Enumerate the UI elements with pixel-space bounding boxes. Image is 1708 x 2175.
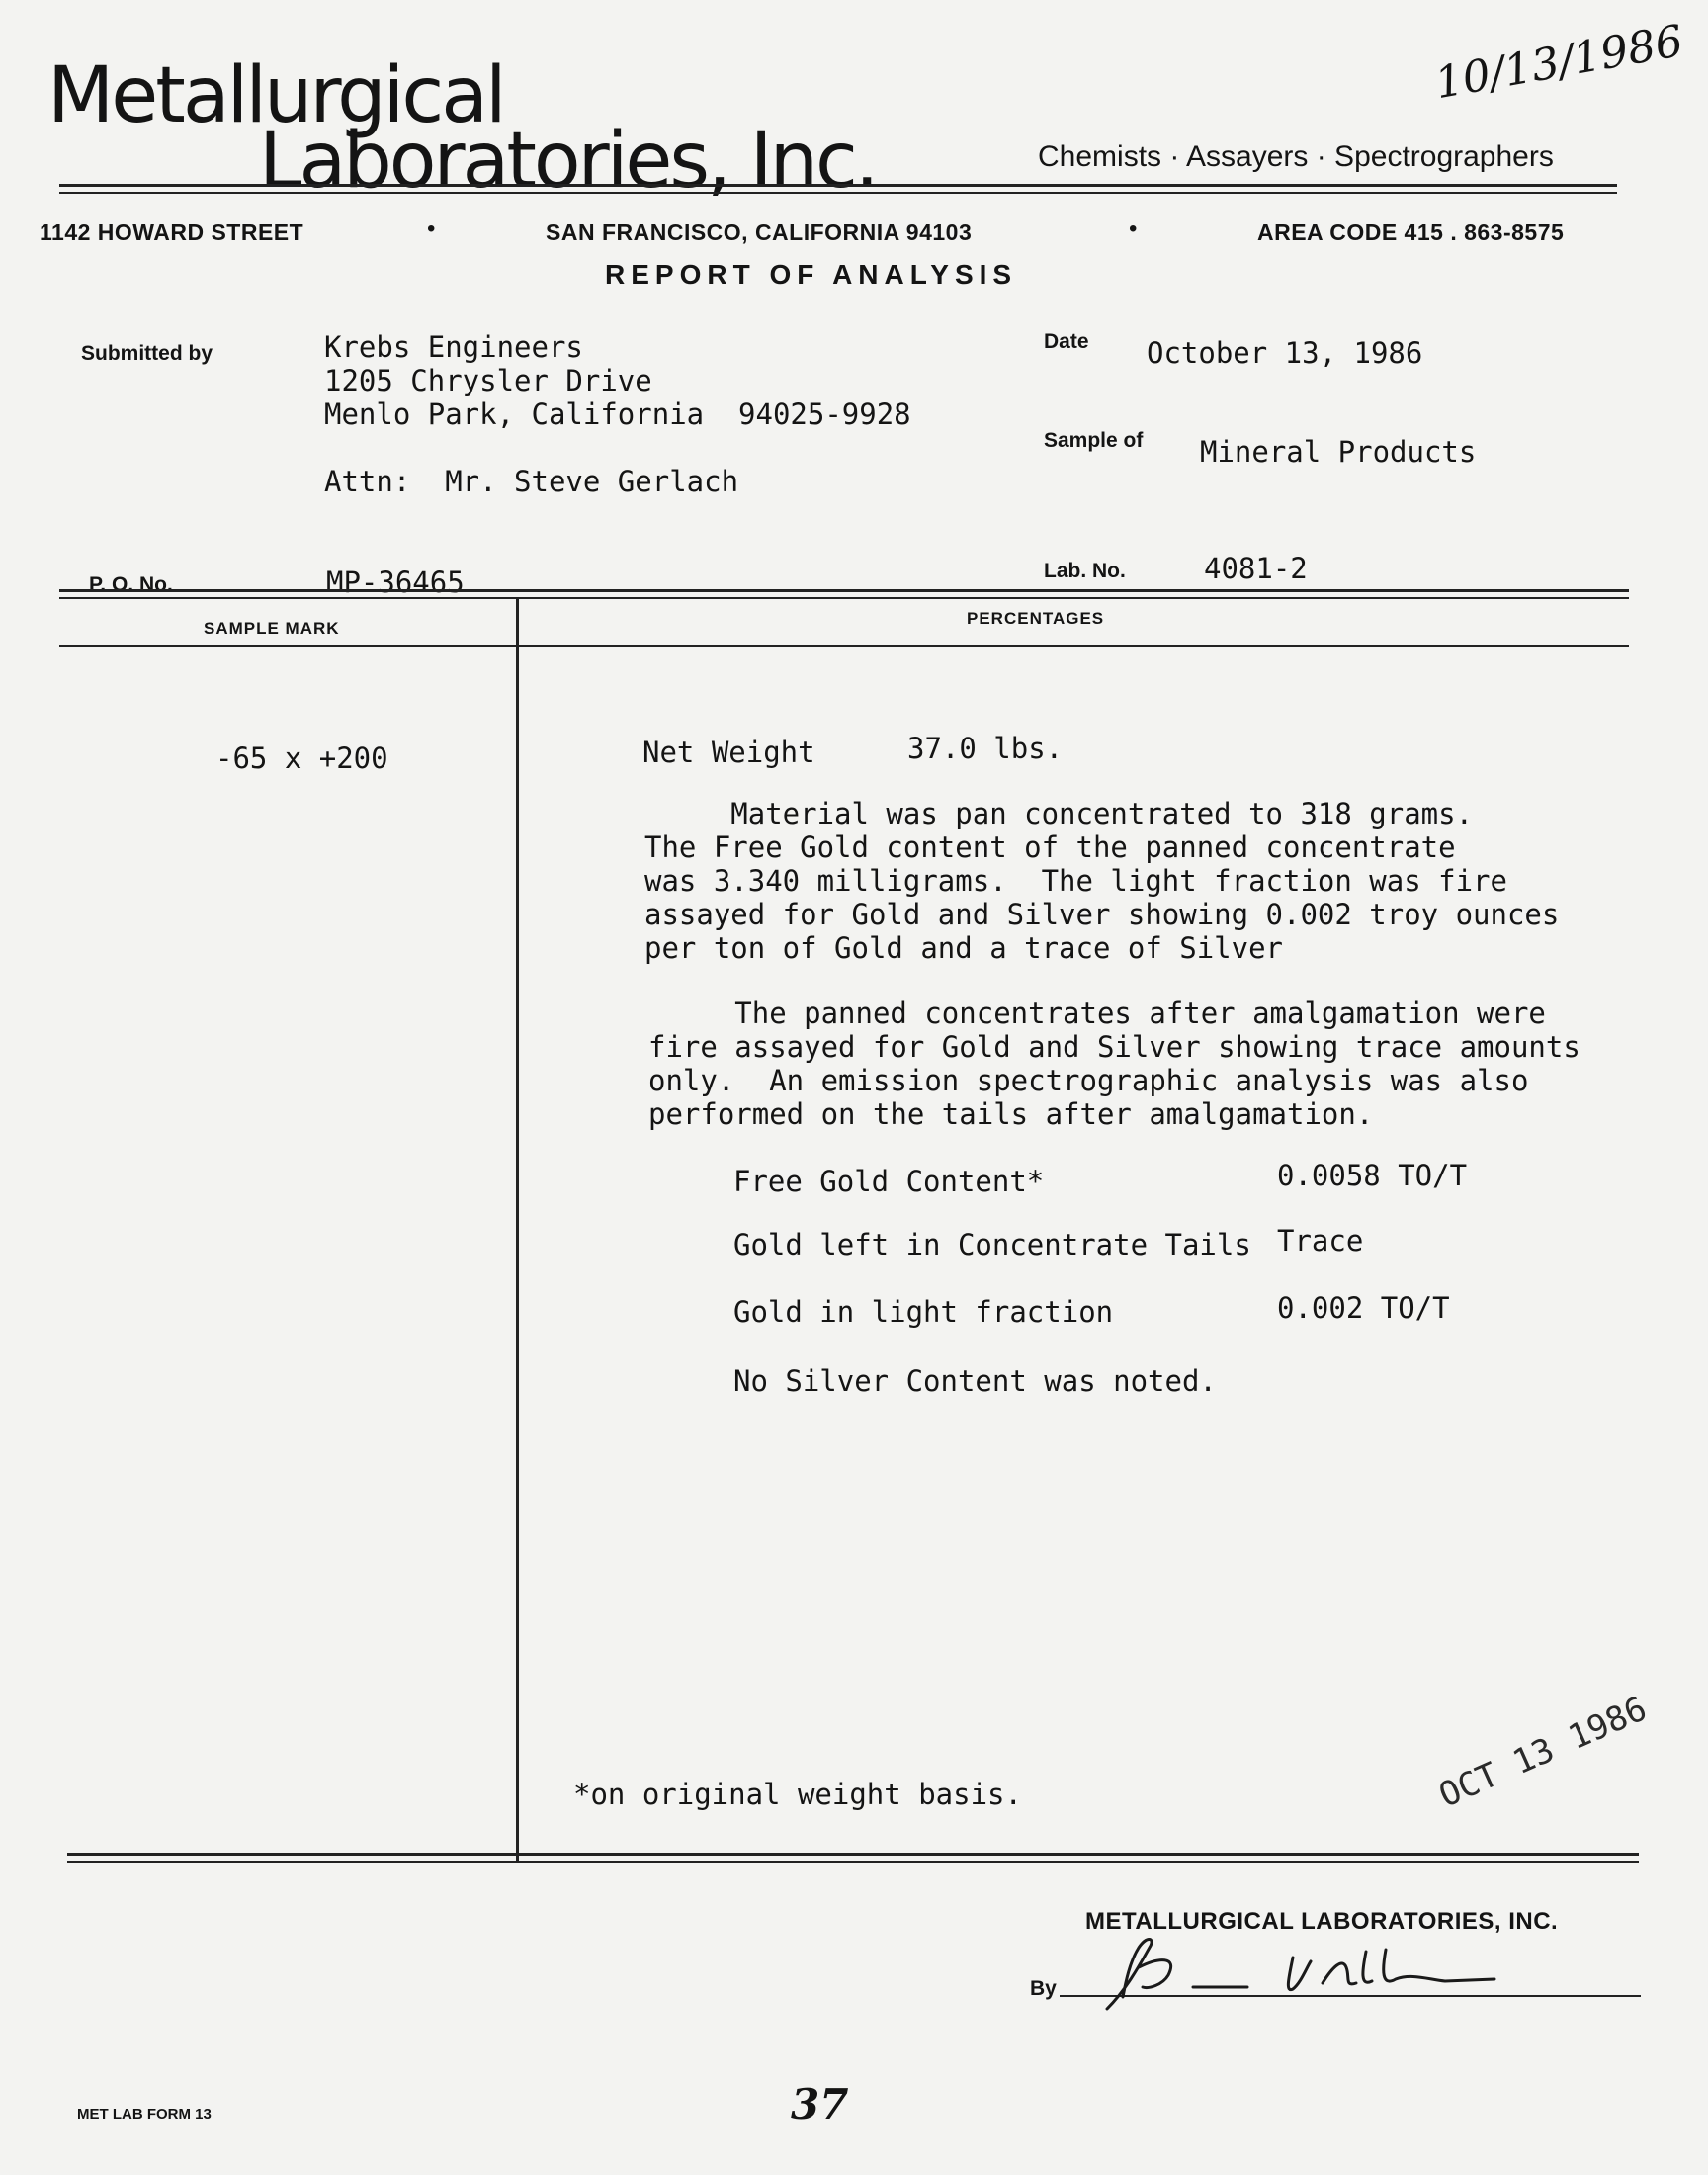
address-bullet: • — [427, 216, 436, 242]
form-label: MET LAB FORM 13 — [77, 2106, 212, 2123]
analysis-paragraph-1: Material was pan concentrated to 318 grams. The Free Gold content of the panned concentrate was 3.340 milligrams. The light fraction was fire assayed for Gold and Silver showing 0.002 troy ounces per ton of Gold and a trace of Silver — [644, 797, 1560, 965]
table-rule-bottom-inner — [67, 1861, 1639, 1863]
submitted-company: Krebs Engineers — [324, 330, 583, 364]
result-value: 0.002 TO/T — [1277, 1291, 1450, 1325]
submitted-city: Menlo Park, California 94025-9928 — [324, 397, 911, 431]
result-label: Gold left in Concentrate Tails — [733, 1228, 1251, 1262]
date-label: Date — [1044, 330, 1089, 353]
page-number: 37 — [791, 2080, 849, 2129]
letterhead-rule-top — [59, 184, 1617, 187]
table-header-rule — [59, 645, 1629, 647]
result-label: Free Gold Content* — [733, 1165, 1045, 1198]
footnote: *on original weight basis. — [573, 1778, 1022, 1811]
submitted-street: 1205 Chrysler Drive — [324, 364, 652, 397]
sample-of-value: Mineral Products — [1200, 435, 1477, 469]
net-weight-label: Net Weight — [642, 736, 815, 769]
city-address: SAN FRANCISCO, CALIFORNIA 94103 — [546, 219, 973, 245]
company-logo-line1: Metallurgical — [47, 51, 504, 140]
by-label: By — [1030, 1977, 1057, 2000]
company-logo-line2: Laboratories, Inc. — [259, 117, 877, 206]
company-tagline: Chemists · Assayers · Spectrographers — [1038, 140, 1554, 173]
date-value: October 13, 1986 — [1147, 336, 1423, 370]
net-weight-value: 37.0 lbs. — [907, 732, 1064, 765]
table-rule-top-inner — [59, 597, 1629, 599]
percentages-header: PERCENTAGES — [967, 609, 1105, 628]
lab-no-label: Lab. No. — [1044, 560, 1126, 582]
po-label: P. O. No. — [89, 573, 173, 596]
phone-number: AREA CODE 415 . 863-8575 — [1257, 219, 1565, 245]
received-date-stamp: OCT 13 1986 — [1433, 1689, 1653, 1816]
attention-line: Attn: Mr. Steve Gerlach — [324, 465, 739, 498]
sample-of-label: Sample of — [1044, 429, 1144, 452]
result-value: 0.0058 TO/T — [1277, 1159, 1468, 1192]
report-title: REPORT OF ANALYSIS — [605, 259, 1018, 290]
no-silver-note: No Silver Content was noted. — [733, 1364, 1217, 1398]
analysis-paragraph-2: The panned concentrates after amalgamation were fire assayed for Gold and Silver showing trace amounts only. An emission spectrographic analysis was also performed on the tails after amalgamation. — [648, 997, 1580, 1131]
handwritten-date: 10/13/1986 — [1431, 15, 1687, 110]
table-rule-bottom — [67, 1853, 1639, 1856]
street-address: 1142 HOWARD STREET — [40, 219, 304, 245]
handwritten-signature — [1099, 1928, 1534, 2017]
po-value: MP-36465 — [326, 566, 465, 599]
sample-mark-header: SAMPLE MARK — [204, 619, 340, 638]
table-column-divider — [516, 599, 519, 1861]
result-label: Gold in light fraction — [733, 1295, 1114, 1329]
signature-company: METALLURGICAL LABORATORIES, INC. — [1085, 1908, 1559, 1935]
letterhead-rule-bottom — [59, 192, 1617, 194]
submitted-by-label: Submitted by — [81, 342, 214, 365]
lab-no-value: 4081-2 — [1204, 552, 1308, 585]
address-bullet: • — [1129, 216, 1138, 242]
result-value: Trace — [1277, 1224, 1364, 1258]
sample-mark-value: -65 x +200 — [215, 741, 388, 775]
table-rule-top — [59, 589, 1629, 592]
